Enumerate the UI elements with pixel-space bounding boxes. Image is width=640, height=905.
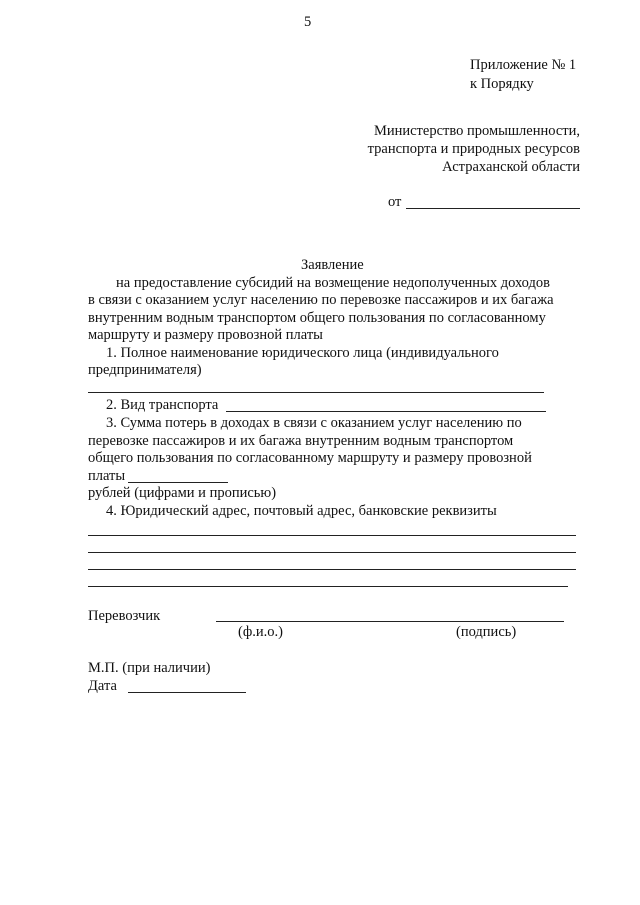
carrier-signature-line[interactable] (216, 621, 564, 622)
addressee-line-1: Министерство промышленности, (373, 123, 580, 139)
fio-caption: (ф.и.о.) (238, 624, 283, 640)
page-number: 5 (304, 14, 312, 30)
item3-line-2: перевозке пассажиров и их багажа внутренним водным транспортом (88, 433, 514, 449)
carrier-label: Перевозчик (88, 608, 161, 624)
item2-blank-line[interactable] (226, 411, 546, 412)
item3-amount-blank-line[interactable] (128, 482, 228, 483)
item4-blank-line-3[interactable] (88, 569, 576, 570)
intro-line-4: маршруту и размеру провозной платы (88, 327, 323, 343)
appendix-title: Приложение № 1 (470, 57, 577, 73)
document-title: Заявление (301, 257, 364, 273)
addressee-line-2: транспорта и природных ресурсов (367, 141, 580, 157)
intro-line-3: внутренним водным транспортом общего пользования по согласованному (88, 310, 546, 326)
item3-line-3: общего пользования по согласованному маршруту и размеру провозной (88, 450, 532, 466)
item1-blank-line[interactable] (88, 392, 544, 393)
signature-caption: (подпись) (456, 624, 517, 640)
item2-label: 2. Вид транспорта (106, 397, 219, 413)
addressee-line-3: Астраханской области (442, 159, 580, 175)
item3-line-4: платы (88, 468, 126, 484)
item3-line-5: рублей (цифрами и прописью) (88, 485, 277, 501)
item4-label: 4. Юридический адрес, почтовый адрес, банковские реквизиты (106, 503, 497, 519)
item1-line-2: предпринимателя) (88, 362, 202, 378)
from-blank-line[interactable] (406, 208, 580, 209)
item4-blank-line-2[interactable] (88, 552, 576, 553)
from-label: от (388, 194, 402, 210)
date-label: Дата (88, 678, 117, 694)
item3-line-1: 3. Сумма потерь в доходах в связи с оказанием услуг населению по (106, 415, 522, 431)
item1-line-1: 1. Полное наименование юридического лица (индивидуального (106, 345, 499, 361)
intro-line-2: в связи с оказанием услуг населению по перевозке пассажиров и их багажа (88, 292, 554, 308)
item4-blank-line-1[interactable] (88, 535, 576, 536)
intro-line-1: на предоставление субсидий на возмещение недополученных доходов (116, 275, 550, 291)
date-blank-line[interactable] (128, 692, 246, 693)
appendix-order-ref: к Порядку (470, 76, 534, 92)
item4-blank-line-4[interactable] (88, 586, 568, 587)
stamp-label: М.П. (при наличии) (88, 660, 211, 676)
